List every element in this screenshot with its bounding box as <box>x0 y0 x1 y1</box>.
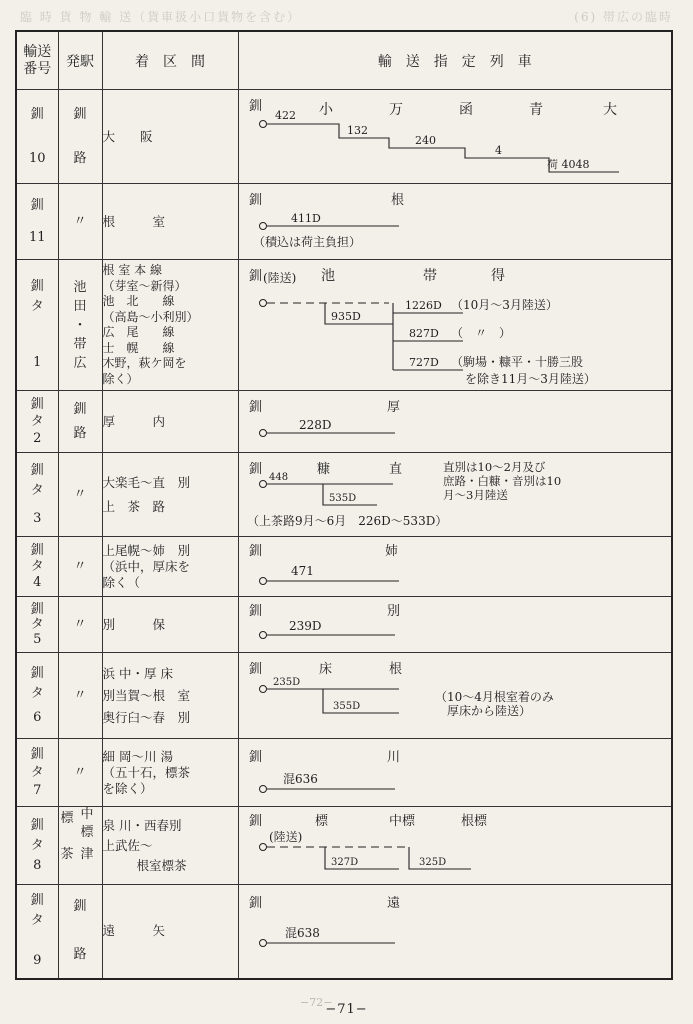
row-dest: 大楽毛〜直 別 上 茶 路 <box>102 453 238 537</box>
row-number: 釧 タ 4 <box>16 537 58 597</box>
row-number: 釧 10 <box>16 90 58 184</box>
table-row <box>16 885 672 979</box>
row-station: 〃 <box>58 739 102 807</box>
row-diagram <box>238 260 672 391</box>
train-number: 1226D <box>404 299 442 312</box>
train-number: 471 <box>290 564 314 578</box>
row-number: 釧 タ 8 <box>16 807 58 885</box>
stop-label: 釧 <box>248 750 262 765</box>
row-dest: 遠 矢 <box>102 885 238 979</box>
transport-table <box>15 30 673 980</box>
train-number: 355D <box>332 701 360 712</box>
train-number: 4 <box>494 144 502 157</box>
stop-label: 川 <box>386 750 400 765</box>
train-diagram <box>239 597 673 653</box>
train-number: 411D <box>290 212 321 225</box>
stop-label: 標 <box>314 814 328 829</box>
train-diagram <box>239 453 673 537</box>
row-diagram <box>238 184 672 260</box>
row-diagram <box>238 597 672 653</box>
header-row <box>16 31 672 90</box>
bleed-header-right: (6) 帯広の臨時 <box>574 10 673 24</box>
train-number: 240 <box>414 134 436 147</box>
row-dest: 根 室 <box>102 184 238 260</box>
table-row <box>16 184 672 260</box>
train-diagram <box>239 739 673 807</box>
row-station: 釧 路 <box>58 90 102 184</box>
stop-label: 中標 <box>388 814 415 829</box>
col-header-train: 輸 送 指 定 列 車 <box>238 31 672 90</box>
stop-label: 糠 <box>316 462 330 477</box>
train-number: 448 <box>268 472 288 483</box>
table-row <box>16 739 672 807</box>
stop-label: 釧 <box>248 662 262 677</box>
stop-label: 万 <box>388 102 403 118</box>
note: （駒場・糠平・十勝三股 <box>450 355 583 369</box>
row-dest: 上尾幌〜姉 別 （浜中，厚床を 除く（ <box>102 537 238 597</box>
train-number: 327D <box>330 857 358 868</box>
origin-label: 釧 <box>248 99 262 114</box>
train-number: 535D <box>328 493 356 504</box>
col-header-dest: 着 区 間 <box>102 31 238 90</box>
note: （上茶路9月〜6月 226D〜533D） <box>246 514 447 528</box>
row-dest: 別 保 <box>102 597 238 653</box>
note: 月〜3月陸送 <box>442 488 508 502</box>
row-dest: 根 室 本 線 （芽室〜新得） 池 北 線 （高島〜小利別） 広 尾 線 士 幌 線 木野，萩ケ岡を 除く） <box>102 260 238 391</box>
row-diagram <box>238 537 672 597</box>
stop-label: 函 <box>458 102 473 118</box>
row-diagram <box>238 739 672 807</box>
stop-label: 釧 <box>248 896 262 911</box>
row-station: 〃 <box>58 653 102 739</box>
row-number: 釧 タ 5 <box>16 597 58 653</box>
train-diagram <box>239 90 673 184</box>
row-dest: 細 岡〜川 湯 （五十石，標茶 を除く） <box>102 739 238 807</box>
row-dest: 厚 内 <box>102 391 238 453</box>
row-diagram <box>238 90 672 184</box>
stop-label: 根 <box>388 662 402 677</box>
note: （積込は荷主負担） <box>252 235 361 249</box>
stop-label: 姉 <box>384 544 398 559</box>
stop-label: 帯 <box>422 268 437 284</box>
stop-label: 根 <box>390 193 404 208</box>
row-station: 〃 <box>58 453 102 537</box>
stop-label: 釧 <box>248 269 262 284</box>
train-diagram <box>239 260 673 391</box>
stop-label: (陸送) <box>262 271 296 285</box>
train-number: 132 <box>346 124 368 137</box>
note: 直別は10〜2月及び <box>442 460 545 474</box>
bleed-header-left: 臨 時 貨 物 輸 送（貨車扱小口貨物を含む） <box>20 10 302 24</box>
page-number: −71− <box>325 1002 368 1017</box>
row-station: 標 中 標 茶 津 <box>58 807 102 885</box>
table-row <box>16 453 672 537</box>
col-header-no: 輸送 番号 <box>16 31 58 90</box>
note: （10月〜3月陸送） <box>450 298 558 312</box>
row-station: 〃 <box>58 184 102 260</box>
table-row <box>16 90 672 184</box>
row-diagram <box>238 391 672 453</box>
table-row <box>16 260 672 391</box>
stop-label: 青 <box>528 102 543 118</box>
train-number: 228D <box>298 418 332 432</box>
row-station: 池 田 ・ 帯 広 <box>58 260 102 391</box>
stop-label: 得 <box>490 268 505 284</box>
stop-label: 釧 <box>248 462 262 477</box>
row-station: 〃 <box>58 537 102 597</box>
stop-label: 直 <box>388 462 402 477</box>
stop-label: 床 <box>318 662 332 677</box>
train-diagram <box>239 807 673 885</box>
row-station: 釧 路 <box>58 391 102 453</box>
row-number: 釧 タ 7 <box>16 739 58 807</box>
note: （ 〃 ） <box>450 326 511 340</box>
stop-label: 厚 <box>386 400 400 415</box>
table-row <box>16 597 672 653</box>
row-diagram <box>238 453 672 537</box>
row-station: 〃 <box>58 597 102 653</box>
table-row <box>16 653 672 739</box>
row-dest: 大 阪 <box>102 90 238 184</box>
stop-label: (陸送) <box>268 830 302 844</box>
train-number: 239D <box>288 619 322 633</box>
stop-label: 釧 <box>248 604 262 619</box>
row-dest: 浜 中・厚 床 別当賀〜根 室 奥行臼〜春 別 <box>102 653 238 739</box>
stop-label: 小 <box>318 102 333 118</box>
train-number: 235D <box>272 677 300 688</box>
stop-label: 釧 <box>248 193 262 208</box>
stop-label: 根標 <box>460 814 487 829</box>
train-number: 727D <box>408 356 439 369</box>
note: 庶路・白糠・音別は10 <box>442 474 561 488</box>
train-number: 混638 <box>284 926 320 940</box>
stop-label: 釧 <box>248 544 262 559</box>
row-number: 釧 タ 3 <box>16 453 58 537</box>
row-station: 釧 路 <box>58 885 102 979</box>
row-number: 釧 11 <box>16 184 58 260</box>
stop-label: 大 <box>602 102 617 118</box>
train-diagram <box>239 537 673 597</box>
train-number: 935D <box>330 310 361 323</box>
row-number: 釧 タ 6 <box>16 653 58 739</box>
row-number: 釧 タ 2 <box>16 391 58 453</box>
table-row <box>16 807 672 885</box>
train-number: 827D <box>408 327 439 340</box>
note: 厚床から陸送） <box>446 704 531 718</box>
train-number: 混636 <box>282 772 318 786</box>
train-diagram <box>239 653 673 739</box>
row-number: 釧 タ 1 <box>16 260 58 391</box>
stop-label: 遠 <box>386 896 400 911</box>
stop-label: 釧 <box>248 814 262 829</box>
train-diagram <box>239 184 673 260</box>
row-dest: 泉 川・西春別 上武佐〜 根室標茶 <box>102 807 238 885</box>
table-row <box>16 537 672 597</box>
row-number: 釧 タ 9 <box>16 885 58 979</box>
table-row <box>16 391 672 453</box>
col-header-station: 発駅 <box>58 31 102 90</box>
train-diagram <box>239 391 673 453</box>
bleed-through-text <box>20 8 673 25</box>
row-diagram <box>238 653 672 739</box>
stop-label: 池 <box>320 268 335 284</box>
train-diagram <box>239 885 673 979</box>
note: を除き11月〜3月陸送） <box>464 372 596 386</box>
note: （10〜4月根室着のみ <box>434 690 554 704</box>
train-number: 325D <box>418 857 446 868</box>
bleed-page-number: −72− <box>300 996 333 1009</box>
row-diagram <box>238 885 672 979</box>
stop-label: 別 <box>386 604 400 619</box>
train-number: 422 <box>274 109 296 122</box>
train-number: 荷 4048 <box>546 158 589 171</box>
stop-label: 釧 <box>248 400 262 415</box>
row-diagram <box>238 807 672 885</box>
